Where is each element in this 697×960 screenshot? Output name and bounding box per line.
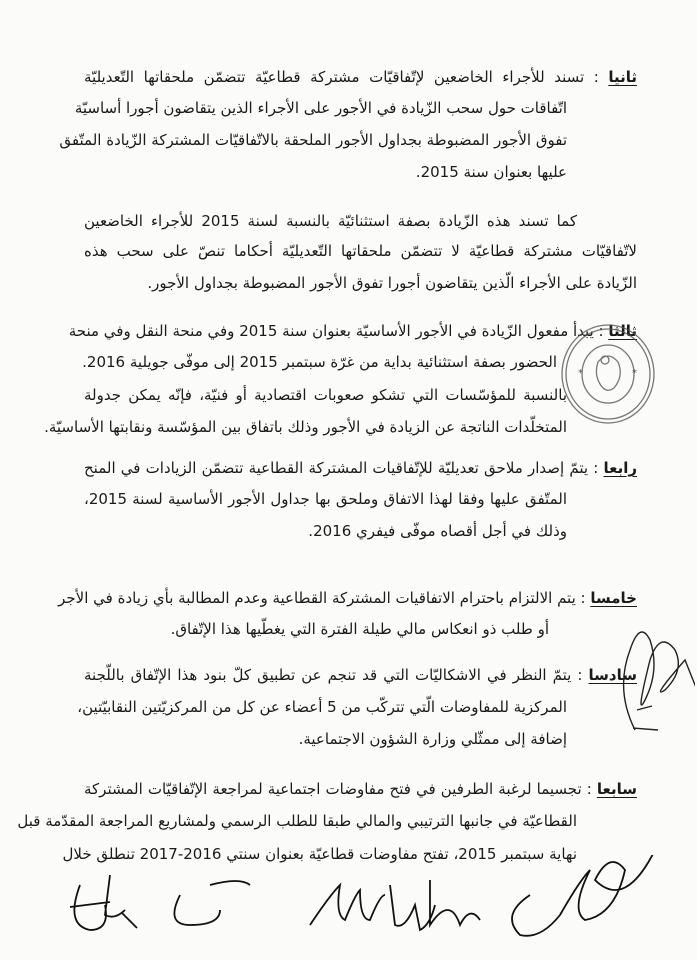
section-7-line-1: سابعا : تجسيما لرغبة الطرفين في فتح مفاوضات اجتماعية لمراجعة الإتّفاقيّات المشتركة (84, 780, 638, 798)
section-label: ثالثا (608, 322, 637, 340)
section-5-line-2: أو طلب ذو انعكاس مالي طيلة الفترة التي يغطّيها هذا الإتّفاق. (170, 620, 549, 638)
signatures-bottom (60, 855, 697, 960)
section-label: خامسا (590, 589, 637, 607)
section-6-line-1: سادسا : يتمّ النظر في الاشكاليّات التي قد تنجم عن تطبيق كلّ بنود هذا الإتّفاق باللّجنة (84, 666, 638, 684)
section-label: سابعا (596, 780, 638, 798)
svg-text:*: * (632, 368, 637, 379)
signature-right (615, 610, 695, 740)
section-5-line-1: خامسا : يتم الالتزام باحترام الاتفاقيات المشتركة القطاعية وعدم المطالبة بأي زيادة في الأجر (58, 589, 637, 607)
para-line-3: الزّيادة على الأجراء الّذين يتقاضون أجورا تفوق الأجور المضبوطة بجداول الأجور. (147, 274, 637, 292)
section-label: ثانيا (608, 68, 637, 86)
svg-text:*: * (578, 368, 583, 379)
official-stamp (558, 322, 658, 426)
section-3-line-2: الحضور بصفة استثنائية بداية من غرّة سبتمبر 2015 إلى موفّى جويلية 2016. (82, 353, 557, 371)
section-7-line-2: القطاعيّة في جانبها الترتيبي والمالي طبقا للطلب الرسمي ولمشاريع المراجعة المقدّمة قبل (17, 812, 577, 830)
section-2-line-1: ثانيا : تسند للأجراء الخاضعين لإتّفاقيّات مشتركة قطاعيّة تتضمّن ملحقاتها التّعديليّة (84, 68, 637, 86)
section-6-line-2: المركزية للمفاوضات الّتي تتركّب من 5 أعضاء عن كل من المركزيّتين النقابيّتين، (77, 698, 567, 716)
section-2-line-2: اتّفاقات حول سحب الزّيادة في الأجور على الأجراء الذين يتقاضون أجورا أساسيّة (74, 99, 567, 117)
section-label: سادسا (588, 666, 638, 684)
section-2-line-4: عليها بعنوان سنة 2015. (415, 163, 567, 181)
section-7-line-3: نهاية سبتمبر 2015، تفتح مفاوضات قطاعيّة بعنوان سنتي 2016-2017 تنطلق خلال (62, 845, 577, 863)
section-4-line-3: وذلك في أجل أقصاه موفّى فيفري 2016. (308, 522, 567, 540)
section-4-line-1: رابعا : يتمّ إصدار ملاحق تعديليّة للإتّفاقيات المشتركة القطاعية تتضمّن الزيادات في المنح (84, 459, 638, 477)
section-3-line-3: بالنسبة للمؤسّسات التي تشكو صعوبات اقتصادية أو فنيّة، فإنّه يمكن جدولة (84, 386, 567, 404)
section-3-line-1: ثالثا : يبدأ مفعول الزّيادة في الأجور الأساسيّة بعنوان سنة 2015 وفي منحة النقل وفي منحة (68, 322, 637, 340)
section-6-line-3: إضافة إلى ممثّلي وزارة الشؤون الاجتماعية. (298, 730, 567, 748)
section-label: رابعا (603, 459, 638, 477)
section-4-line-2: المتّفق عليها وفقا لهذا الاتفاق وملحق بها جداول الأجور الأساسية لسنة 2015، (84, 490, 567, 508)
section-2-line-3: تفوق الأجور المضبوطة بجداول الأجور الملحقة بالاتّفاقيّات المشتركة الزّيادة المتّفق (59, 131, 567, 149)
para-line-1: كما تسند هذه الزّيادة بصفة استثنائيّة بالنسبة لسنة 2015 للأجراء الخاضعين (84, 212, 577, 230)
section-3-line-4: المتخلّدات الناتجة عن الزيادة في الأجور وذلك باتفاق بين المؤسّسة ونقابتها الأساسيّة. (44, 418, 567, 436)
para-line-2: لاتّفاقيّات مشتركة قطاعيّة لا تتضمّن ملحقاتها التّعديليّة أحكاما تنصّ على سحب هذه (84, 242, 637, 260)
